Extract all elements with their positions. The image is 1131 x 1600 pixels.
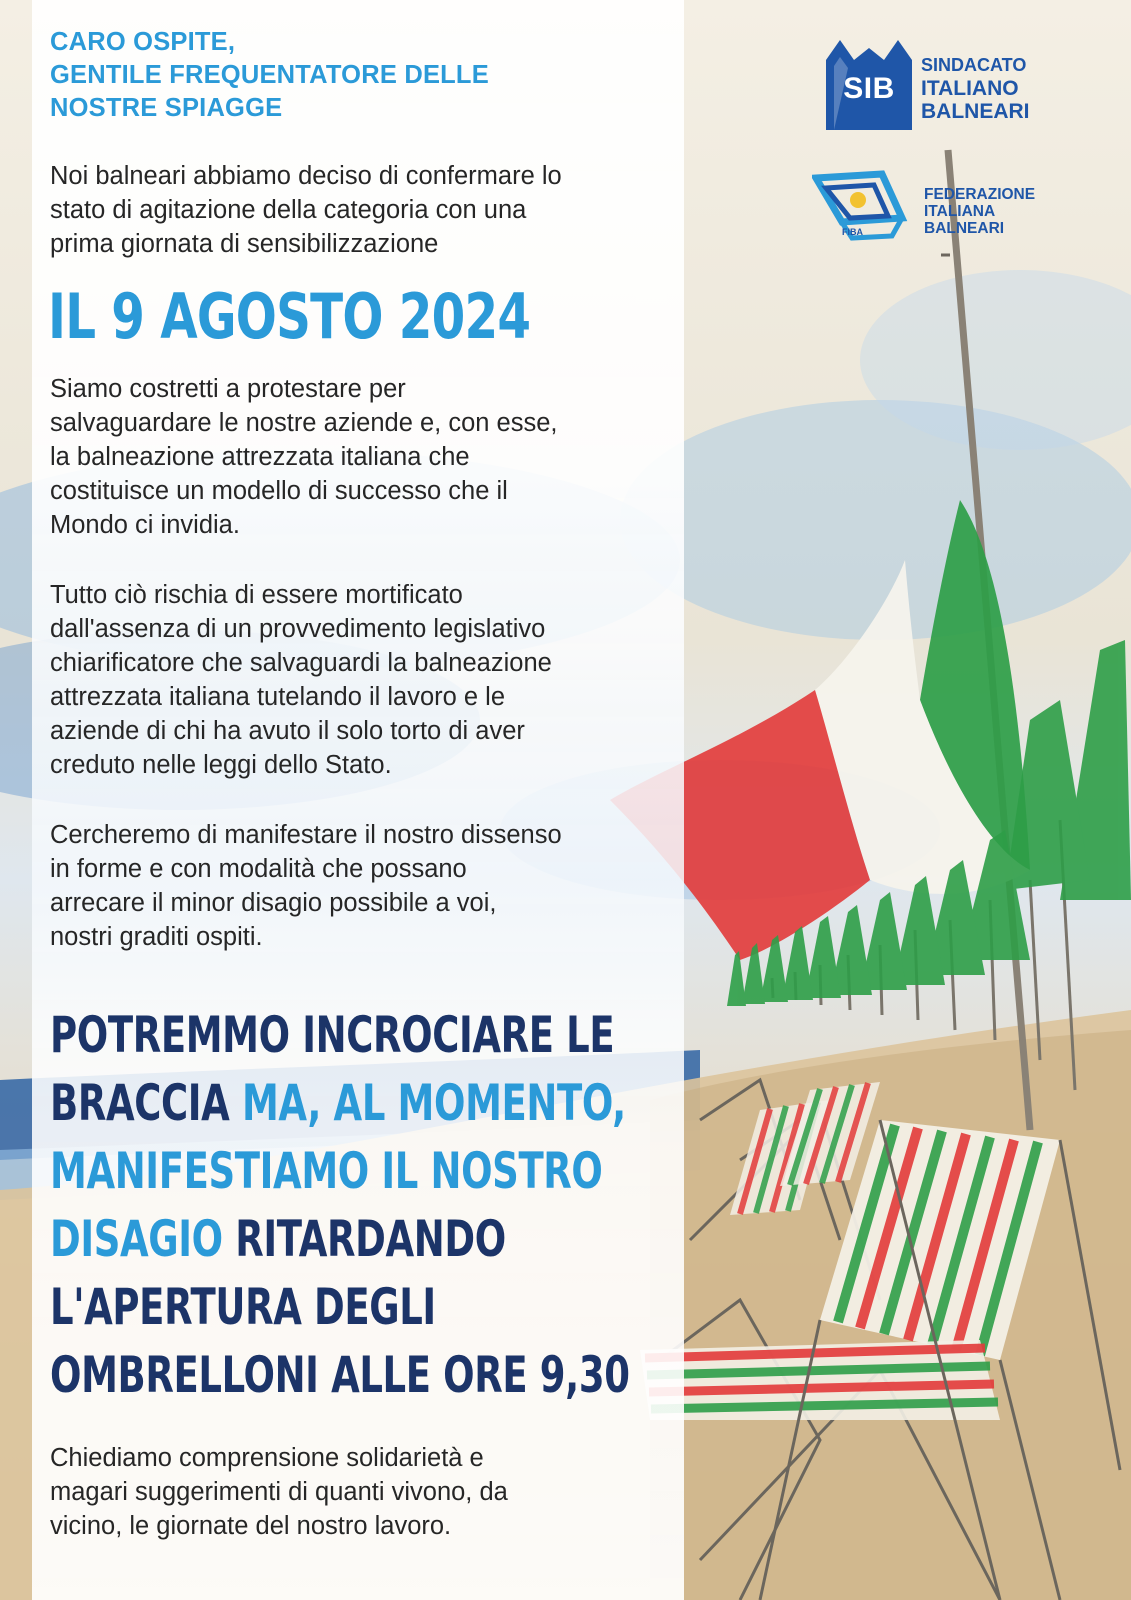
paragraph-dissent bbox=[50, 818, 675, 954]
text-line: vicino, le giornate del nostro lavoro. bbox=[50, 1512, 452, 1540]
text-line: la balneazione attrezzata italiana che bbox=[50, 443, 470, 471]
greeting-line: CARO OSPITE, bbox=[50, 28, 236, 56]
sib-name bbox=[921, 54, 1030, 123]
text-line: Noi balneari abbiamo deciso di confermare lo bbox=[50, 162, 562, 190]
fiba-name-line: BALNEARI bbox=[924, 220, 1005, 237]
text-line: stato di agitazione della categoria con una bbox=[50, 196, 527, 224]
closing-paragraph bbox=[50, 1441, 675, 1543]
slogan-line: POTREMMO INCROCIARE LE bbox=[50, 1006, 615, 1064]
greeting-line: GENTILE FREQUENTATORE DELLE bbox=[50, 61, 489, 89]
text-line: in forme e con modalità che possano bbox=[50, 855, 467, 883]
text-line: creduto nelle leggi dello Stato. bbox=[50, 751, 392, 779]
text-line: Siamo costretti a protestare per bbox=[50, 375, 406, 403]
slogan-dark-text: RITARDANDO bbox=[222, 1210, 506, 1268]
text-line: prima giornata di sensibilizzazione bbox=[50, 230, 439, 258]
text-line: aziende di chi ha avuto il solo torto di aver bbox=[50, 717, 525, 745]
sib-name-line: ITALIANO bbox=[921, 77, 1019, 100]
sib-name-line: SINDACATO bbox=[921, 55, 1027, 75]
text-line: Mondo ci invidia. bbox=[50, 511, 240, 539]
sib-acronym: SIB bbox=[843, 72, 895, 105]
fiba-name bbox=[924, 186, 1035, 237]
greeting bbox=[50, 26, 489, 125]
slogan-dark-text: BRACCIA bbox=[50, 1074, 242, 1132]
sib-name-line: BALNEARI bbox=[921, 100, 1030, 123]
fiba-name-line: ITALIANA bbox=[924, 203, 996, 220]
date-heading: IL 9 AGOSTO 2024 bbox=[48, 280, 531, 353]
slogan-line: OMBRELLONI ALLE ORE 9,30 bbox=[50, 1346, 630, 1404]
text-line: magari suggerimenti di quanti vivono, da bbox=[50, 1478, 508, 1506]
text-line: costituisce un modello di successo che il bbox=[50, 477, 508, 505]
slogan-light-text: DISAGIO bbox=[50, 1210, 223, 1268]
fiba-name-line: FEDERAZIONE bbox=[924, 186, 1036, 203]
text-line: Chiediamo comprensione solidarietà e bbox=[50, 1444, 484, 1472]
text-line: salvaguardare le nostre aziende e, con esse, bbox=[50, 409, 558, 437]
text-line: nostri graditi ospiti. bbox=[50, 923, 263, 951]
slogan-line bbox=[50, 1069, 630, 1137]
text-line: Cercheremo di manifestare il nostro dissenso bbox=[50, 821, 562, 849]
paragraph-protest-reason bbox=[50, 372, 675, 542]
paragraph-legislation bbox=[50, 578, 675, 782]
fiba-acronym: FIBA bbox=[842, 227, 863, 237]
intro-paragraph bbox=[50, 159, 675, 261]
text-line: dall'assenza di un provvedimento legislativo bbox=[50, 615, 546, 643]
text-line: arrecare il minor disagio possibile a voi, bbox=[50, 889, 497, 917]
sib-logo bbox=[826, 40, 1056, 132]
slogan-heading bbox=[50, 1001, 630, 1409]
slogan-line bbox=[50, 1205, 630, 1273]
text-line: Tutto ciò rischia di essere mortificato bbox=[50, 581, 463, 609]
text-line: attrezzata italiana tutelando il lavoro e le bbox=[50, 683, 506, 711]
slogan-line: L'APERTURA DEGLI bbox=[50, 1278, 436, 1336]
slogan-line: MANIFESTIAMO IL NOSTRO bbox=[50, 1142, 603, 1200]
text-line: chiarificatore che salvaguardi la balneazione bbox=[50, 649, 552, 677]
slogan-light-text: MA, AL MOMENTO, bbox=[241, 1074, 626, 1132]
greeting-line: NOSTRE SPIAGGE bbox=[50, 94, 283, 122]
fiba-logo bbox=[812, 170, 1052, 248]
